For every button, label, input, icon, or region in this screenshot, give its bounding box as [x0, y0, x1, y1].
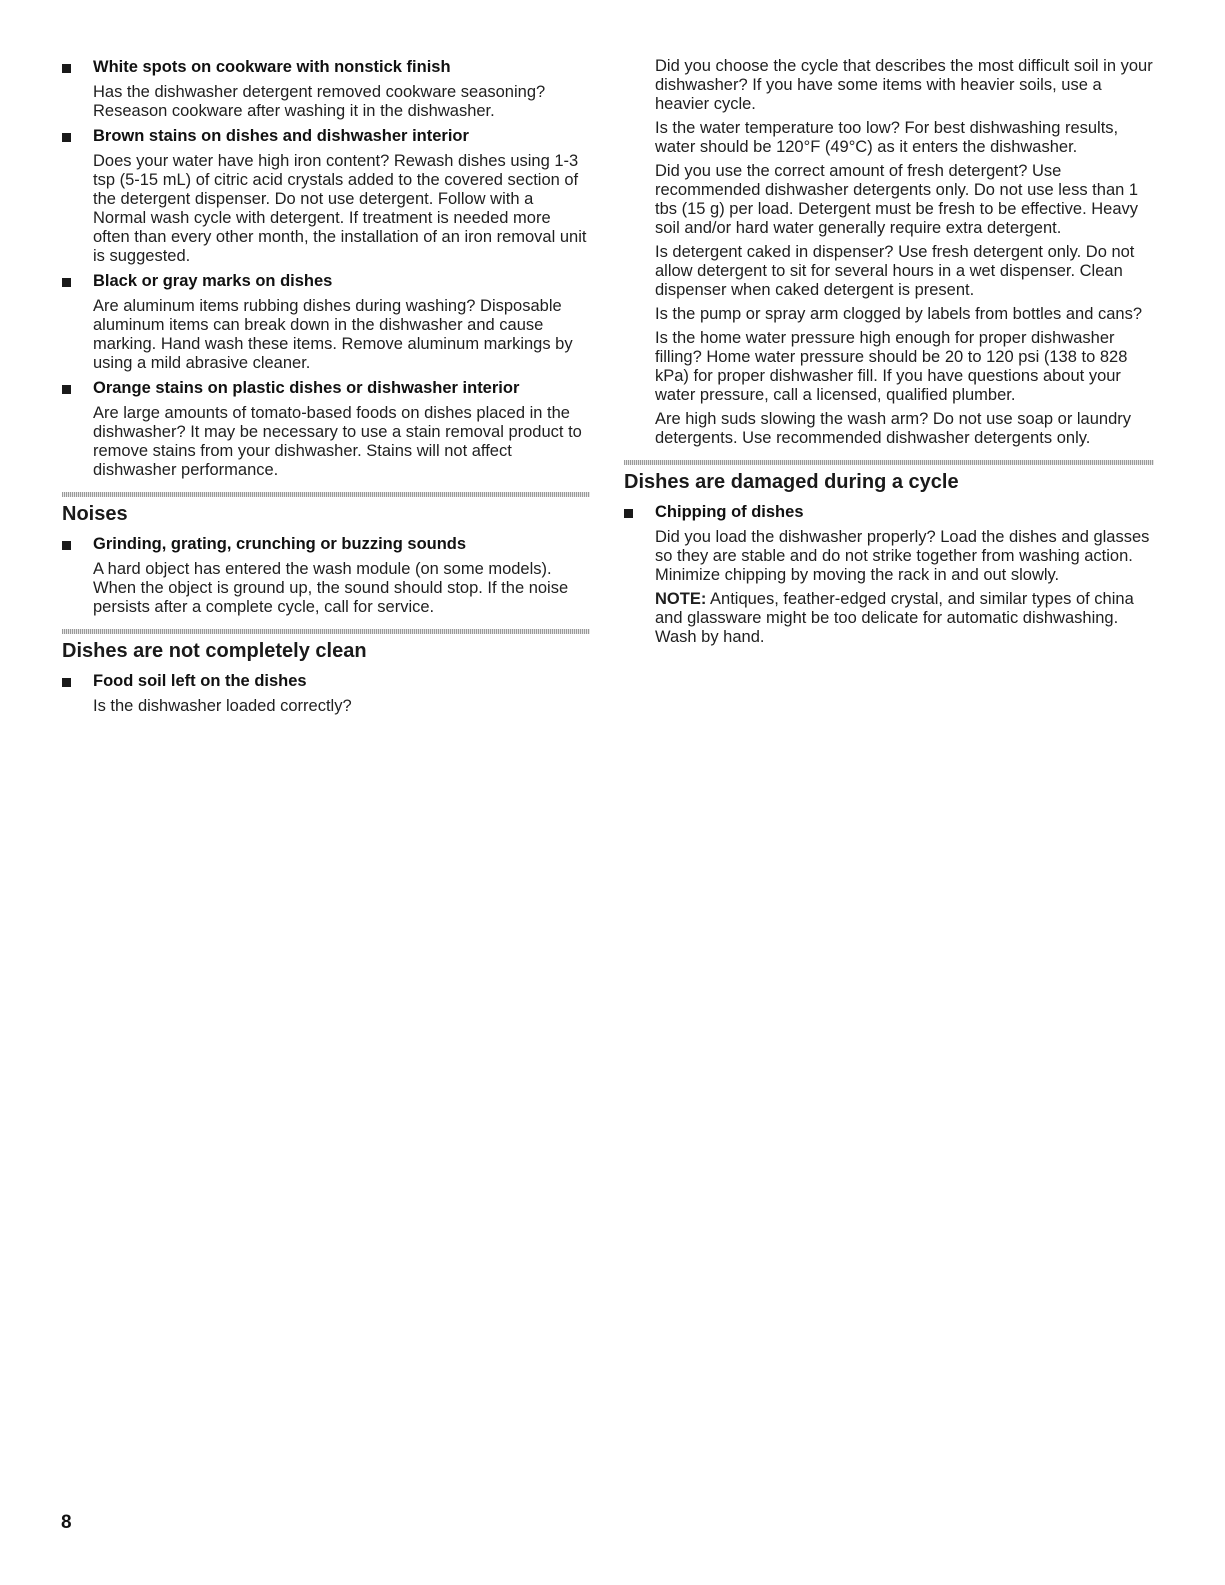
section-divider: [624, 460, 1154, 465]
item-heading: Black or gray marks on dishes: [93, 272, 333, 290]
list-item: [62, 378, 590, 480]
paragraph: Is the home water pressure high enough for proper dishwasher filling? Home water pressure should be 20 to 120 psi (138 to 828 kPa) for proper dishwasher fill. If you have questions about your water pressure, call a licensed, qualified plumber.: [655, 329, 1128, 404]
section-title-noises: Noises: [62, 503, 128, 525]
bullet-heading: [62, 126, 590, 146]
note-label: NOTE:: [655, 590, 707, 608]
list-item: [62, 534, 590, 617]
bullet-heading: [62, 271, 590, 291]
page-number: 8: [61, 1512, 72, 1533]
note-text: Antiques, feather-edged crystal, and similar types of china and glassware might be too delicate for automatic dishwashing. Wash by hand.: [655, 590, 1134, 646]
item-body: A hard object has entered the wash module (on some models). When the object is ground up, the sound should stop. If the noise persists after a complete cycle, call for service.: [93, 560, 569, 616]
left-column: [62, 57, 590, 721]
square-bullet-icon: [62, 385, 71, 394]
list-item: [62, 126, 590, 266]
paragraph: Did you use the correct amount of fresh detergent? Use recommended dishwasher detergents only. Do not use less than 1 tbs (15 g) per load. Detergent must be fresh to be effective. Heavy soil and/or hard water generally require extra detergent.: [655, 162, 1139, 237]
bullet-heading: [62, 534, 590, 554]
item-body: Is the dishwasher loaded correctly?: [93, 697, 352, 715]
section-divider: [62, 492, 590, 497]
square-bullet-icon: [62, 541, 71, 550]
paragraph: Is the water temperature too low? For best dishwashing results, water should be 120°F (49°C) as it enters the dishwasher.: [655, 119, 1119, 156]
list-item: [62, 57, 590, 121]
item-heading: Chipping of dishes: [655, 503, 804, 521]
square-bullet-icon: [62, 678, 71, 687]
item-body: Are aluminum items rubbing dishes during washing? Disposable aluminum items can break down in the dishwasher and cause marking. Hand wash these items. Remove aluminum markings by using a mild abrasive cleaner.: [93, 297, 573, 372]
item-body: Did you load the dishwasher properly? Load the dishes and glasses so they are stable and do not strike together from washing action. Minimize chipping by moving the rack in and out slowly.: [655, 528, 1150, 584]
square-bullet-icon: [62, 133, 71, 142]
item-heading: Orange stains on plastic dishes or dishwasher interior: [93, 379, 520, 397]
bullet-heading: [62, 378, 590, 398]
item-heading: White spots on cookware with nonstick finish: [93, 58, 451, 76]
bullet-heading: [62, 57, 590, 77]
item-heading: Brown stains on dishes and dishwasher interior: [93, 127, 469, 145]
bullet-heading: [624, 502, 1154, 522]
list-item: [62, 671, 590, 716]
item-heading: Grinding, grating, crunching or buzzing sounds: [93, 535, 467, 553]
list-item: [624, 502, 1154, 647]
item-body: Has the dishwasher detergent removed cookware seasoning? Reseason cookware after washing it in the dishwasher.: [93, 83, 546, 120]
square-bullet-icon: [62, 278, 71, 287]
item-body: Are large amounts of tomato-based foods on dishes placed in the dishwasher? It may be necessary to use a stain removal product to remove stains from your dishwasher. Stains will not affect dishwasher performance.: [93, 404, 582, 479]
right-column: [624, 57, 1154, 652]
item-heading: Food soil left on the dishes: [93, 672, 307, 690]
item-body: Does your water have high iron content? Rewash dishes using 1-3 tsp (5-15 mL) of citric acid crystals added to the covered section of the detergent dispenser. Do not use detergent. Follow with a Normal wash cycle with detergent. If treatment is needed more often than every other month, the installation of an iron removal unit is suggested.: [93, 152, 587, 265]
section-title-not-clean: Dishes are not completely clean: [62, 640, 367, 662]
section-title-damaged: Dishes are damaged during a cycle: [624, 471, 959, 493]
square-bullet-icon: [624, 509, 633, 518]
list-item: [62, 271, 590, 373]
section-divider: [62, 629, 590, 634]
bullet-heading: [62, 671, 590, 691]
paragraph: Is detergent caked in dispenser? Use fresh detergent only. Do not allow detergent to sit for several hours in a wet dispenser. Clean dispenser when caked detergent is present.: [655, 243, 1135, 299]
paragraph: Is the pump or spray arm clogged by labels from bottles and cans?: [655, 305, 1142, 323]
paragraph: Are high suds slowing the wash arm? Do not use soap or laundry detergents. Use recommended dishwasher detergents only.: [655, 410, 1132, 447]
paragraph: Did you choose the cycle that describes the most difficult soil in your dishwasher? If you have some items with heavier soils, use a heavier cycle.: [655, 57, 1153, 113]
note-paragraph: [655, 590, 1154, 647]
square-bullet-icon: [62, 64, 71, 73]
